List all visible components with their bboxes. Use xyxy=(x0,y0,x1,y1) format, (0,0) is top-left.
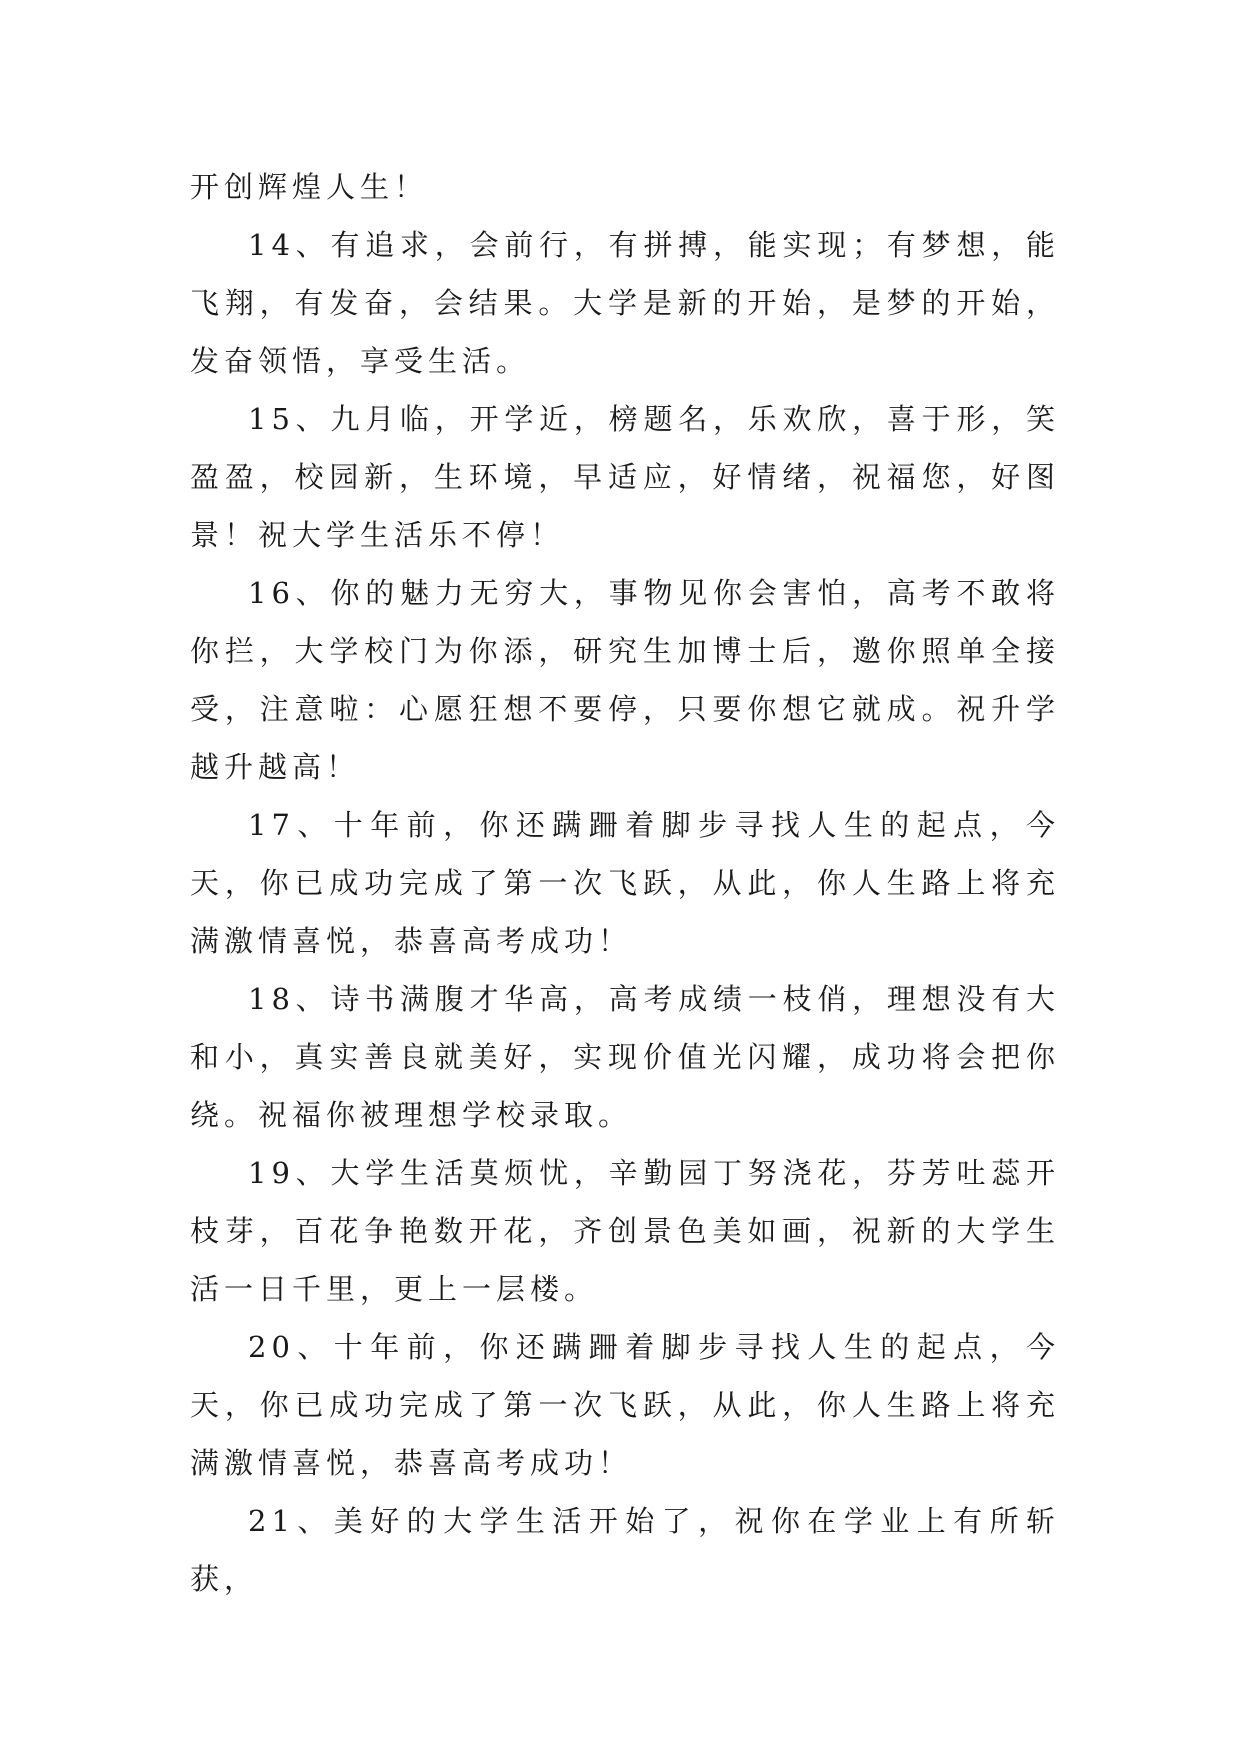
document-body xyxy=(190,158,1060,1608)
paragraph-18: 18、诗书满腹才华高，高考成绩一枝俏，理想没有大和小，真实善良就美好，实现价值光闪耀，成功将会把你绕。祝福你被理想学校录取。 xyxy=(190,982,1060,1132)
paragraph-15: 15、九月临，开学近，榜题名，乐欢欣，喜于形，笑盈盈，校园新，生环境，早适应，好情绪，祝福您，好图景！祝大学生活乐不停！ xyxy=(190,402,1060,552)
paragraph-14: 14、有追求，会前行，有拼搏，能实现；有梦想，能飞翔，有发奋，会结果。大学是新的开始，是梦的开始，发奋领悟，享受生活。 xyxy=(190,228,1060,378)
paragraph-20: 20、十年前，你还蹒跚着脚步寻找人生的起点，今天，你已成功完成了第一次飞跃，从此，你人生路上将充满激情喜悦，恭喜高考成功！ xyxy=(190,1330,1060,1480)
paragraph-continuation: 开创辉煌人生！ xyxy=(190,170,429,204)
paragraph-17: 17、十年前，你还蹒跚着脚步寻找人生的起点，今天，你已成功完成了第一次飞跃，从此，你人生路上将充满激情喜悦，恭喜高考成功！ xyxy=(190,808,1060,958)
paragraph-19: 19、大学生活莫烦忧，辛勤园丁努浇花，芬芳吐蕊开枝芽，百花争艳数开花，齐创景色美如画，祝新的大学生活一日千里，更上一层楼。 xyxy=(190,1156,1060,1306)
paragraph-16: 16、你的魅力无穷大，事物见你会害怕，高考不敢将你拦，大学校门为你添，研究生加博士后，邀你照单全接受，注意啦：心愿狂想不要停，只要你想它就成。祝升学越升越高！ xyxy=(190,576,1060,784)
paragraph-21: 21、美好的大学生活开始了，祝你在学业上有所斩获， xyxy=(190,1504,1060,1596)
